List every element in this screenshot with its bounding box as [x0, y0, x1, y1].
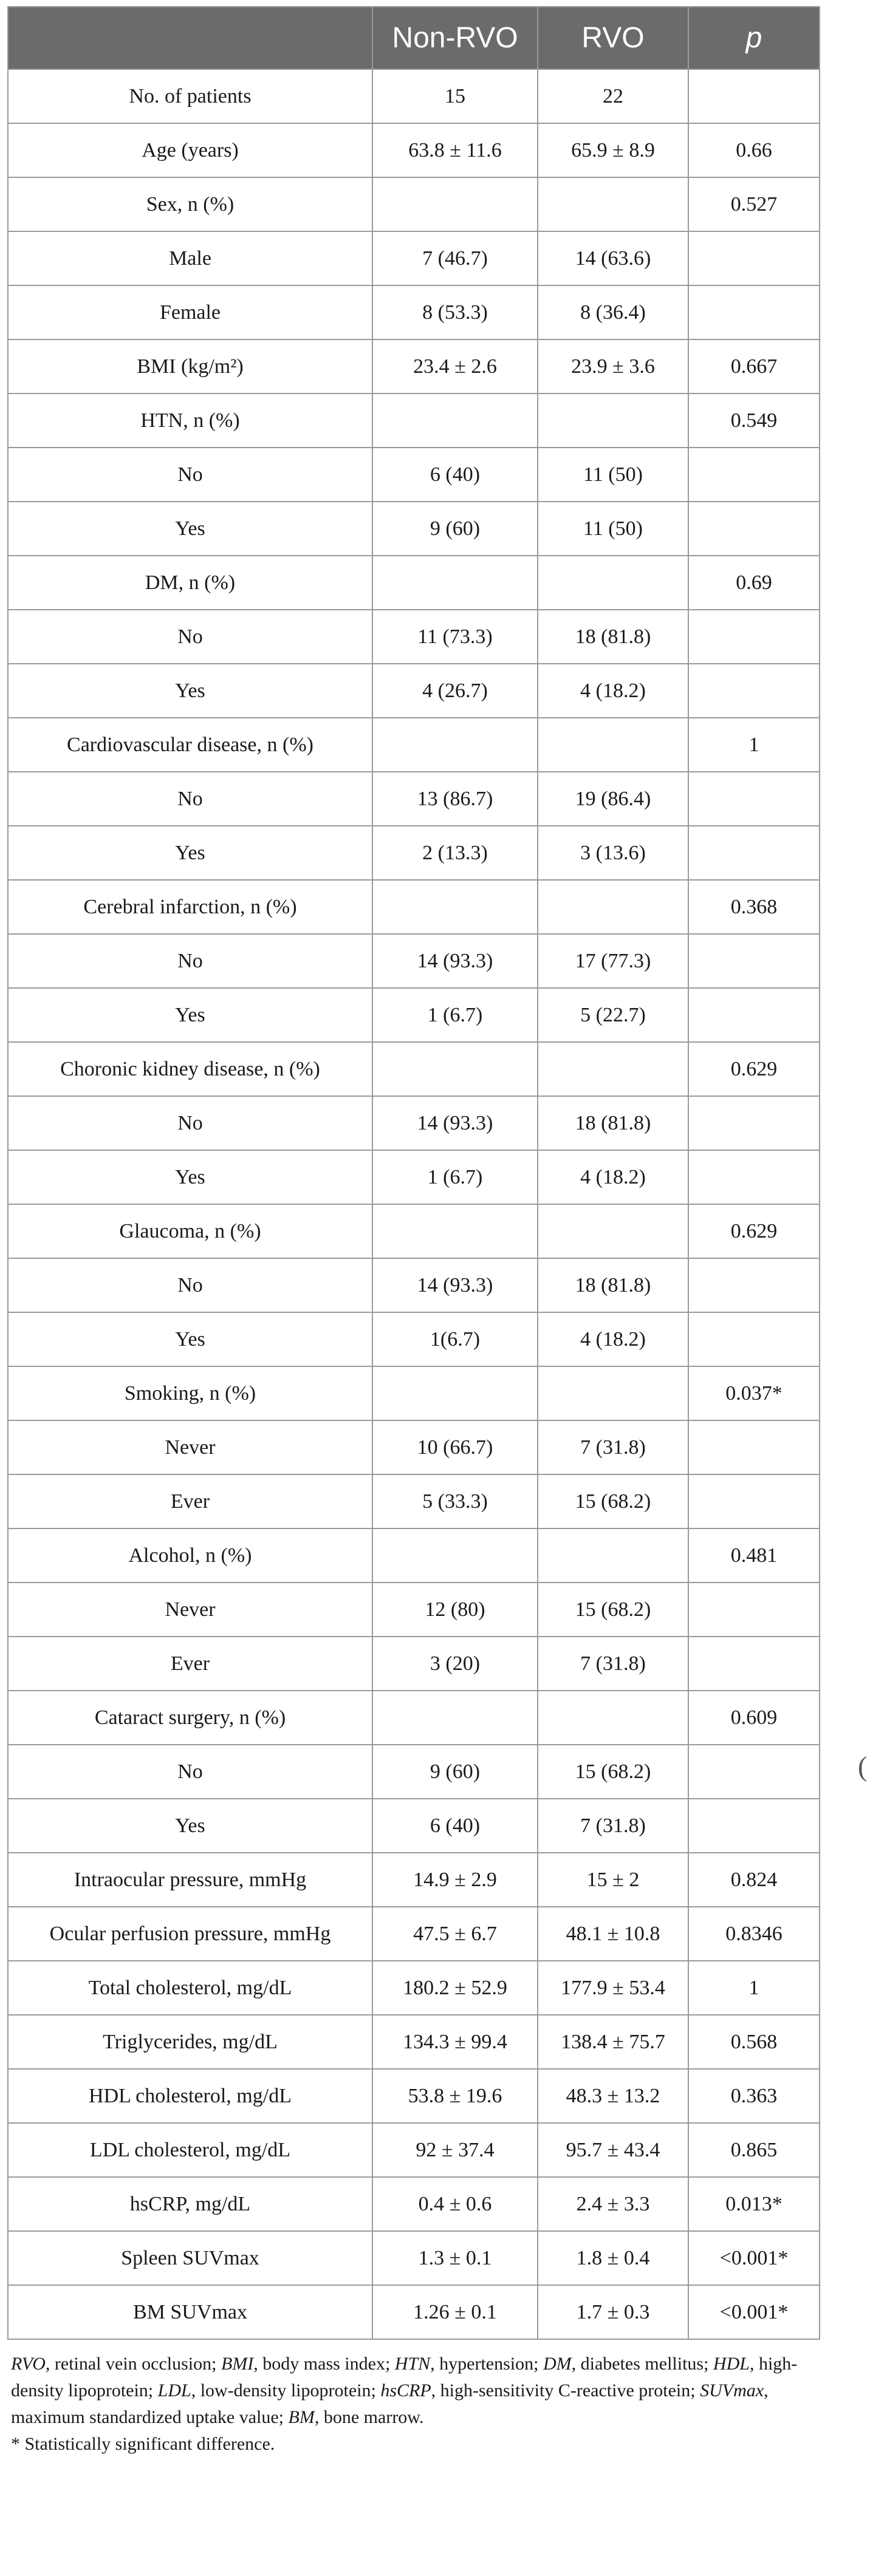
rvo-value-cell: 48.3 ± 13.2 — [538, 2069, 688, 2123]
rvo-value-cell: 22 — [538, 69, 688, 123]
row-label-cell: Age (years) — [8, 123, 372, 177]
abbreviation-definition: , bone marrow. — [314, 2407, 424, 2427]
p-value-cell: 0.013* — [688, 2177, 820, 2231]
rvo-value-cell: 3 (13.6) — [538, 826, 688, 880]
row-label-cell: Male — [8, 231, 372, 285]
p-value-cell — [688, 1258, 820, 1312]
non-rvo-value-cell — [372, 1366, 538, 1420]
row-label-cell: Yes — [8, 1312, 372, 1366]
non-rvo-value-cell: 23.4 ± 2.6 — [372, 339, 538, 394]
row-label-cell: Spleen SUVmax — [8, 2231, 372, 2285]
table-row — [8, 1366, 820, 1420]
table-row — [8, 1420, 820, 1474]
rvo-value-cell: 5 (22.7) — [538, 988, 688, 1042]
row-label-cell: Yes — [8, 664, 372, 718]
table-row — [8, 718, 820, 772]
rvo-value-cell: 1.7 ± 0.3 — [538, 2285, 688, 2339]
non-rvo-value-cell: 15 — [372, 69, 538, 123]
table-row — [8, 2231, 820, 2285]
p-value-cell — [688, 1096, 820, 1150]
non-rvo-value-cell: 1.3 ± 0.1 — [372, 2231, 538, 2285]
rvo-value-cell: 19 (86.4) — [538, 772, 688, 826]
non-rvo-value-cell — [372, 718, 538, 772]
table-row — [8, 556, 820, 610]
table-row — [8, 988, 820, 1042]
non-rvo-value-cell: 9 (60) — [372, 502, 538, 556]
row-label-cell: Glaucoma, n (%) — [8, 1204, 372, 1258]
rvo-value-cell — [538, 177, 688, 231]
non-rvo-value-cell: 10 (66.7) — [372, 1420, 538, 1474]
p-value-cell: <0.001* — [688, 2285, 820, 2339]
abbreviation-term: HTN — [394, 2354, 431, 2374]
p-value-cell: 0.363 — [688, 2069, 820, 2123]
rvo-value-cell: 14 (63.6) — [538, 231, 688, 285]
rvo-value-cell: 11 (50) — [538, 502, 688, 556]
p-value-cell — [688, 1420, 820, 1474]
rvo-value-cell: 4 (18.2) — [538, 1150, 688, 1204]
rvo-value-cell: 7 (31.8) — [538, 1637, 688, 1691]
abbreviation-term: RVO — [11, 2354, 46, 2374]
p-value-cell — [688, 1583, 820, 1637]
table-row — [8, 502, 820, 556]
table-row — [8, 1745, 820, 1799]
p-value-cell: 0.865 — [688, 2123, 820, 2177]
p-value-cell — [688, 664, 820, 718]
row-label-cell: hsCRP, mg/dL — [8, 2177, 372, 2231]
table-footnotes — [7, 2351, 819, 2458]
abbreviation-definition: , maximum standardized uptake value; — [11, 2380, 769, 2427]
rvo-value-cell: 4 (18.2) — [538, 1312, 688, 1366]
p-value-cell: 0.66 — [688, 123, 820, 177]
p-value-cell — [688, 610, 820, 664]
abbreviation-definition: , body mass index; — [253, 2354, 395, 2374]
row-label-cell: Intraocular pressure, mmHg — [8, 1853, 372, 1907]
rvo-value-cell: 11 (50) — [538, 448, 688, 502]
header-non-rvo: Non-RVO — [372, 7, 538, 69]
row-label-cell: Yes — [8, 502, 372, 556]
rvo-value-cell: 15 (68.2) — [538, 1745, 688, 1799]
row-label-cell: HTN, n (%) — [8, 394, 372, 448]
non-rvo-value-cell — [372, 880, 538, 934]
rvo-value-cell: 1.8 ± 0.4 — [538, 2231, 688, 2285]
rvo-value-cell: 48.1 ± 10.8 — [538, 1907, 688, 1961]
non-rvo-value-cell — [372, 1042, 538, 1096]
row-label-cell: No — [8, 610, 372, 664]
table-row — [8, 69, 820, 123]
row-label-cell: Ever — [8, 1637, 372, 1691]
non-rvo-value-cell: 4 (26.7) — [372, 664, 538, 718]
row-label-cell: Cardiovascular disease, n (%) — [8, 718, 372, 772]
row-label-cell: Cerebral infarction, n (%) — [8, 880, 372, 934]
p-value-cell: 0.481 — [688, 1528, 820, 1583]
p-value-cell: 0.527 — [688, 177, 820, 231]
p-value-cell: 0.8346 — [688, 1907, 820, 1961]
rvo-value-cell — [538, 880, 688, 934]
abbreviation-term: DM — [543, 2354, 572, 2374]
abbreviation-definition: , retinal vein occlusion; — [45, 2354, 221, 2374]
non-rvo-value-cell: 14 (93.3) — [372, 1096, 538, 1150]
non-rvo-value-cell: 92 ± 37.4 — [372, 2123, 538, 2177]
table-row — [8, 394, 820, 448]
table-row — [8, 1312, 820, 1366]
rvo-value-cell: 95.7 ± 43.4 — [538, 2123, 688, 2177]
abbreviation-term: BM — [288, 2407, 315, 2427]
rvo-value-cell — [538, 718, 688, 772]
rvo-value-cell — [538, 1366, 688, 1420]
p-value-cell: 0.824 — [688, 1853, 820, 1907]
table-row — [8, 1096, 820, 1150]
p-value-cell — [688, 1150, 820, 1204]
non-rvo-value-cell: 1.26 ± 0.1 — [372, 2285, 538, 2339]
row-label-cell: Total cholesterol, mg/dL — [8, 1961, 372, 2015]
p-value-cell: <0.001* — [688, 2231, 820, 2285]
row-label-cell: Choronic kidney disease, n (%) — [8, 1042, 372, 1096]
p-value-cell — [688, 1799, 820, 1853]
non-rvo-value-cell: 14 (93.3) — [372, 1258, 538, 1312]
row-label-cell: Female — [8, 285, 372, 339]
rvo-value-cell: 7 (31.8) — [538, 1420, 688, 1474]
table-row — [8, 448, 820, 502]
row-label-cell: No — [8, 934, 372, 988]
p-value-cell: 1 — [688, 1961, 820, 2015]
rvo-value-cell: 177.9 ± 53.4 — [538, 1961, 688, 2015]
stray-parenthesis: ( — [858, 1751, 868, 1782]
p-value-cell — [688, 231, 820, 285]
p-value-cell: 0.629 — [688, 1042, 820, 1096]
non-rvo-value-cell: 1 (6.7) — [372, 1150, 538, 1204]
non-rvo-value-cell: 11 (73.3) — [372, 610, 538, 664]
non-rvo-value-cell: 14.9 ± 2.9 — [372, 1853, 538, 1907]
table-header-row — [8, 7, 820, 69]
table-row — [8, 1637, 820, 1691]
abbreviation-definition: , high-density lipoprotein; — [11, 2354, 798, 2401]
table-row — [8, 123, 820, 177]
abbreviation-term: LDL — [157, 2380, 191, 2401]
document — [7, 6, 819, 2458]
rvo-value-cell — [538, 556, 688, 610]
non-rvo-value-cell: 13 (86.7) — [372, 772, 538, 826]
p-value-cell — [688, 69, 820, 123]
non-rvo-value-cell — [372, 1528, 538, 1583]
row-label-cell: No — [8, 1096, 372, 1150]
p-value-cell: 0.609 — [688, 1691, 820, 1745]
row-label-cell: No — [8, 1745, 372, 1799]
abbreviation-definition: , high-sensitivity C-reactive protein; — [431, 2380, 700, 2401]
row-label-cell: Yes — [8, 1799, 372, 1853]
p-value-cell: 0.037* — [688, 1366, 820, 1420]
rvo-value-cell: 18 (81.8) — [538, 1258, 688, 1312]
table-row — [8, 285, 820, 339]
abbreviation-term: hsCRP — [380, 2380, 431, 2401]
rvo-value-cell: 8 (36.4) — [538, 285, 688, 339]
rvo-value-cell — [538, 1691, 688, 1745]
non-rvo-value-cell: 134.3 ± 99.4 — [372, 2015, 538, 2069]
p-value-cell — [688, 448, 820, 502]
abbreviation-term: SUVmax — [700, 2380, 764, 2401]
table-row — [8, 2069, 820, 2123]
non-rvo-value-cell: 0.4 ± 0.6 — [372, 2177, 538, 2231]
rvo-value-cell: 138.4 ± 75.7 — [538, 2015, 688, 2069]
row-label-cell: Sex, n (%) — [8, 177, 372, 231]
table-row — [8, 2285, 820, 2339]
table-row — [8, 1528, 820, 1583]
table-row — [8, 1583, 820, 1637]
p-value-cell — [688, 1312, 820, 1366]
row-label-cell: Yes — [8, 988, 372, 1042]
rvo-value-cell: 2.4 ± 3.3 — [538, 2177, 688, 2231]
non-rvo-value-cell: 53.8 ± 19.6 — [372, 2069, 538, 2123]
p-value-cell — [688, 988, 820, 1042]
table-row — [8, 1258, 820, 1312]
abbreviation-footnote — [11, 2351, 819, 2431]
non-rvo-value-cell: 5 (33.3) — [372, 1474, 538, 1528]
p-value-cell: 0.667 — [688, 339, 820, 394]
table-row — [8, 1853, 820, 1907]
row-label-cell: BMI (kg/m²) — [8, 339, 372, 394]
table-row — [8, 1961, 820, 2015]
p-value-cell — [688, 826, 820, 880]
table-row — [8, 880, 820, 934]
table-row — [8, 2123, 820, 2177]
row-label-cell: Never — [8, 1420, 372, 1474]
rvo-value-cell: 23.9 ± 3.6 — [538, 339, 688, 394]
p-value-cell: 0.368 — [688, 880, 820, 934]
row-label-cell: Yes — [8, 826, 372, 880]
non-rvo-value-cell: 9 (60) — [372, 1745, 538, 1799]
patient-characteristics-table — [7, 6, 820, 2340]
row-label-cell: HDL cholesterol, mg/dL — [8, 2069, 372, 2123]
table-row — [8, 1150, 820, 1204]
row-label-cell: Smoking, n (%) — [8, 1366, 372, 1420]
significance-footnote: * Statistically significant difference. — [11, 2434, 275, 2454]
abbreviation-definition: , diabetes mellitus; — [571, 2354, 713, 2374]
row-label-cell: Never — [8, 1583, 372, 1637]
p-value-cell: 1 — [688, 718, 820, 772]
rvo-value-cell: 15 (68.2) — [538, 1474, 688, 1528]
non-rvo-value-cell: 12 (80) — [372, 1583, 538, 1637]
non-rvo-value-cell — [372, 1204, 538, 1258]
p-value-cell — [688, 1745, 820, 1799]
p-value-cell: 0.549 — [688, 394, 820, 448]
non-rvo-value-cell: 7 (46.7) — [372, 231, 538, 285]
abbreviation-term: BMI — [221, 2354, 254, 2374]
table-row — [8, 1474, 820, 1528]
row-label-cell: Alcohol, n (%) — [8, 1528, 372, 1583]
table-row — [8, 177, 820, 231]
rvo-value-cell: 18 (81.8) — [538, 1096, 688, 1150]
non-rvo-value-cell: 14 (93.3) — [372, 934, 538, 988]
rvo-value-cell — [538, 1042, 688, 1096]
p-value-cell — [688, 772, 820, 826]
abbreviation-definition: , low-density lipoprotein; — [191, 2380, 381, 2401]
table-row — [8, 1799, 820, 1853]
rvo-value-cell: 4 (18.2) — [538, 664, 688, 718]
non-rvo-value-cell: 1(6.7) — [372, 1312, 538, 1366]
non-rvo-value-cell — [372, 394, 538, 448]
rvo-value-cell: 65.9 ± 8.9 — [538, 123, 688, 177]
table-row — [8, 664, 820, 718]
row-label-cell: No — [8, 772, 372, 826]
table-row — [8, 2177, 820, 2231]
table-row — [8, 1042, 820, 1096]
rvo-value-cell: 18 (81.8) — [538, 610, 688, 664]
header-rvo: RVO — [538, 7, 688, 69]
p-value-cell — [688, 285, 820, 339]
rvo-value-cell: 17 (77.3) — [538, 934, 688, 988]
rvo-value-cell — [538, 394, 688, 448]
p-value-cell: 0.629 — [688, 1204, 820, 1258]
non-rvo-value-cell: 180.2 ± 52.9 — [372, 1961, 538, 2015]
p-value-cell: 0.69 — [688, 556, 820, 610]
row-label-cell: No. of patients — [8, 69, 372, 123]
table-body — [8, 69, 820, 2339]
p-value-cell — [688, 934, 820, 988]
table-row — [8, 934, 820, 988]
non-rvo-value-cell: 6 (40) — [372, 448, 538, 502]
table-row — [8, 2015, 820, 2069]
header-p-value: p — [688, 7, 820, 69]
table-row — [8, 610, 820, 664]
non-rvo-value-cell — [372, 1691, 538, 1745]
header-blank — [8, 7, 372, 69]
row-label-cell: DM, n (%) — [8, 556, 372, 610]
table-row — [8, 1204, 820, 1258]
non-rvo-value-cell: 3 (20) — [372, 1637, 538, 1691]
table-row — [8, 1907, 820, 1961]
non-rvo-value-cell: 6 (40) — [372, 1799, 538, 1853]
non-rvo-value-cell — [372, 177, 538, 231]
non-rvo-value-cell: 2 (13.3) — [372, 826, 538, 880]
table-row — [8, 826, 820, 880]
p-value-cell — [688, 1637, 820, 1691]
row-label-cell: Yes — [8, 1150, 372, 1204]
rvo-value-cell: 15 (68.2) — [538, 1583, 688, 1637]
row-label-cell: Ocular perfusion pressure, mmHg — [8, 1907, 372, 1961]
row-label-cell: Triglycerides, mg/dL — [8, 2015, 372, 2069]
abbreviation-definition: , hypertension; — [430, 2354, 543, 2374]
non-rvo-value-cell — [372, 556, 538, 610]
non-rvo-value-cell: 8 (53.3) — [372, 285, 538, 339]
row-label-cell: LDL cholesterol, mg/dL — [8, 2123, 372, 2177]
rvo-value-cell — [538, 1204, 688, 1258]
p-value-cell — [688, 1474, 820, 1528]
non-rvo-value-cell: 63.8 ± 11.6 — [372, 123, 538, 177]
table-row — [8, 1691, 820, 1745]
non-rvo-value-cell: 47.5 ± 6.7 — [372, 1907, 538, 1961]
p-value-cell: 0.568 — [688, 2015, 820, 2069]
abbreviation-term: HDL — [713, 2354, 750, 2374]
table-row — [8, 772, 820, 826]
table-row — [8, 339, 820, 394]
p-value-cell — [688, 502, 820, 556]
table-row — [8, 231, 820, 285]
row-label-cell: No — [8, 448, 372, 502]
non-rvo-value-cell: 1 (6.7) — [372, 988, 538, 1042]
row-label-cell: Ever — [8, 1474, 372, 1528]
rvo-value-cell: 7 (31.8) — [538, 1799, 688, 1853]
row-label-cell: BM SUVmax — [8, 2285, 372, 2339]
row-label-cell: Cataract surgery, n (%) — [8, 1691, 372, 1745]
rvo-value-cell: 15 ± 2 — [538, 1853, 688, 1907]
rvo-value-cell — [538, 1528, 688, 1583]
row-label-cell: No — [8, 1258, 372, 1312]
